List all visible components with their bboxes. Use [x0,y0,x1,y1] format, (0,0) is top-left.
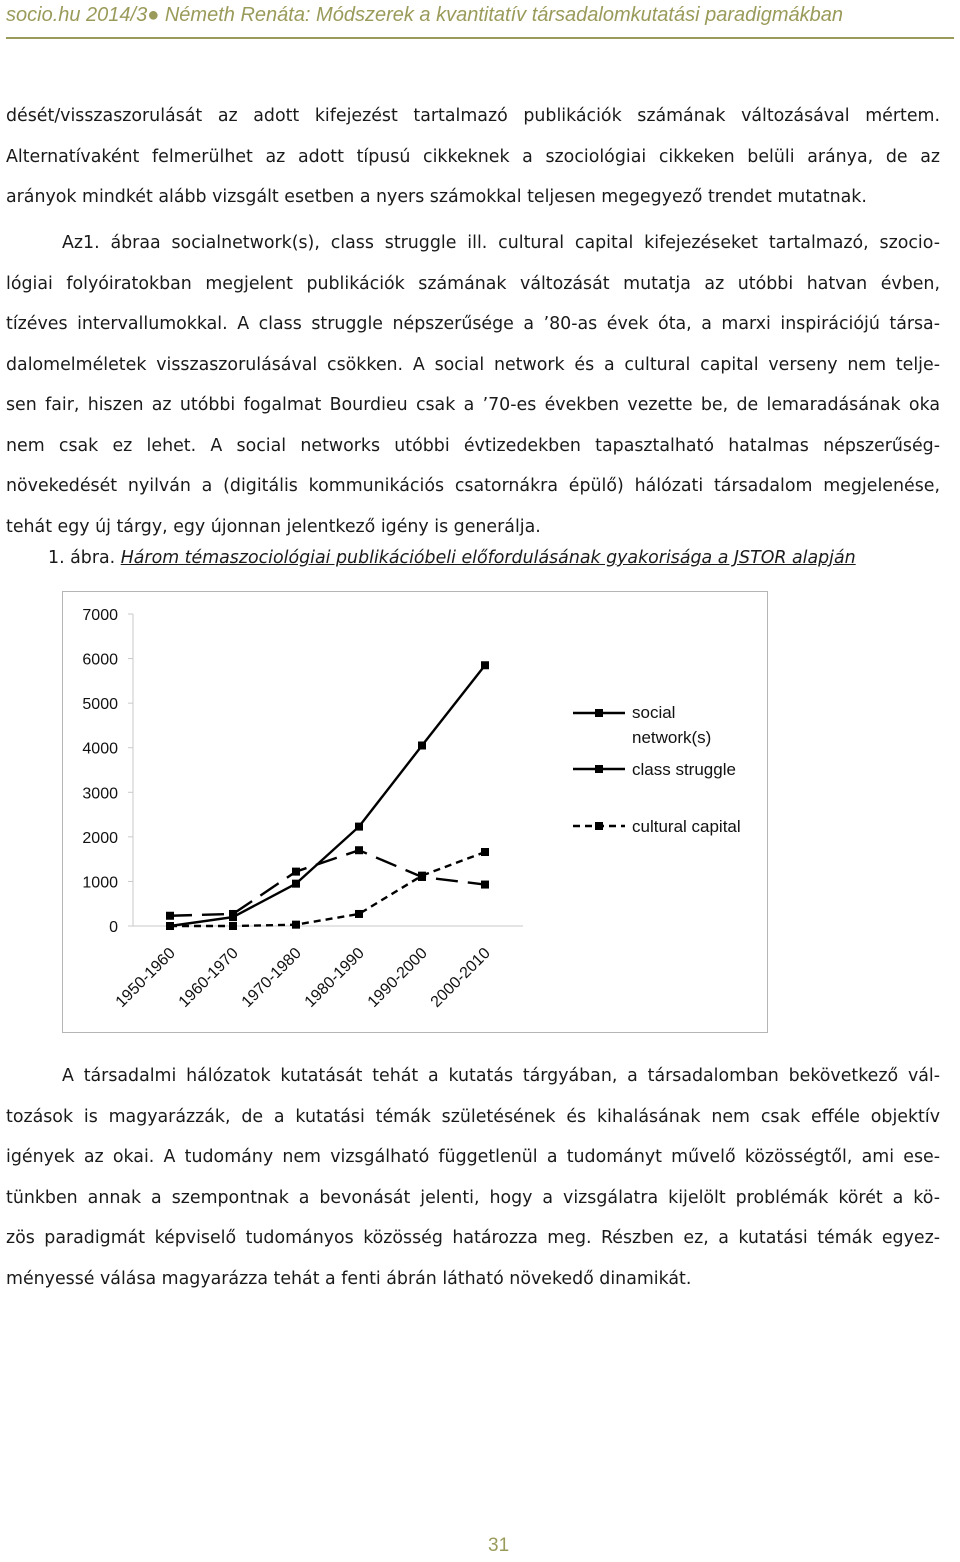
y-tick-label: 1000 [82,874,118,892]
x-tick-label: 1980-1990 [301,944,368,1011]
series-3-point [481,848,489,856]
y-tick-label: 7000 [82,607,118,624]
header-rule [6,37,954,39]
series-1-point [481,661,489,669]
y-tick-label: 5000 [82,696,118,714]
series-2-point [229,910,237,918]
paragraph-2-line: lógiai folyóiratokban megjelent publikációk számának változását mutatja az utóbbi hatvan évben, [6,273,940,294]
y-tick-label: 2000 [82,829,118,847]
chart-frame [62,591,768,1033]
y-tick-label: 0 [109,919,118,936]
running-header: socio.hu 2014/3● Németh Renáta: Módszerek a kvantitatív társadalomkutatási paradigmákban [6,4,843,26]
series-3-point [355,910,363,918]
legend-marker-2 [595,765,603,773]
paragraph-2-line: dalomelméletek visszaszorulásával csökken. A social network és a cultural capital verseny nem telje- [6,354,940,375]
series-1-point [292,880,300,888]
series-2-point [481,881,489,889]
paragraph-2-line: növekedését nyilván a (digitális kommunikációs csatornákra épülő) hálózati társadalom megjelenése, [6,476,940,496]
series-line-2 [170,850,485,916]
figure-number: 1. ábra. [48,548,116,568]
y-tick-label: 3000 [82,785,118,803]
series-2-point [166,912,174,920]
legend-label: class struggle [632,760,736,779]
x-tick-label: 1970-1980 [238,944,305,1011]
paragraph-1-line: Alternatívaként felmerülhet az adott típusú cikkeknek a szociológiai cikkeken belüli aránya, de az [6,146,940,167]
paragraph-3 [6,1056,940,1299]
paragraph-3-line: tünkben annak a szempontnak a bevonását jelenti, hogy a vizsgálatra kijelölt problémák körét a kö- [6,1187,940,1208]
series-3-point [166,922,174,930]
paragraph-2-line: tízéves intervallumokkal. A class struggle népszerűsége a ’80-as évek óta, a marxi inspirációjú társa- [6,314,940,334]
series-line-1 [170,665,485,926]
x-tick-label: 1960-1970 [175,944,242,1011]
paragraph-2-line: Az1. ábraa socialnetwork(s), class struggle ill. cultural capital kifejezéseket tartalmazó, szocio- [62,233,940,253]
series-3-point [292,921,300,929]
legend-marker-1 [595,709,603,717]
paragraph-2-line: tehát egy új tárgy, egy újonnan jelentkező igény is generálja. [6,516,541,537]
paragraph-3-line: zös paradigmát képviselő tudományos közösség határozza meg. Részben ez, a kutatási témák egyez- [6,1228,940,1248]
chart-axes [82,607,523,1011]
paragraph-1-line: arányok mindkét alább vizsgált esetben a nyers számokkal teljesen megegyező trendet mutatnak. [6,187,867,207]
series-3-point [229,922,237,930]
y-tick-label: 4000 [82,740,118,758]
line-chart [63,592,767,1032]
paragraph-2-line: sen fair, hiszen az utóbbi fogalmat Bourdieu csak a ’70-es években vezette be, de lemaradásának oka [6,395,940,415]
legend-label: network(s) [632,728,712,747]
series-1-point [355,823,363,831]
paragraph-3-line: igények az okai. A tudomány nem vizsgálható függetlenül a tudományt művelő közösségtől, ami ese- [6,1147,940,1167]
series-3-point [418,872,426,880]
x-tick-label: 1950-1960 [112,944,179,1011]
page-number: 31 [488,1535,510,1556]
series-2-point [292,868,300,876]
legend-label: social [632,703,676,722]
chart-legend [573,703,741,836]
figure-title: Három témaszociológiai publikációbeli előfordulásának gyakorisága a JSTOR alapján [120,548,856,568]
x-tick-label: 1990-2000 [364,944,431,1011]
figure-caption [48,548,856,568]
chart-series [166,661,489,930]
paragraph-3-line: A társadalmi hálózatok kutatását tehát a kutatás tárgyában, a társadalomban bekövetkező vál- [62,1066,940,1086]
paragraph-1 [6,96,940,218]
y-tick-label: 6000 [82,651,118,669]
paragraph-1-line: dését/visszaszorulását az adott kifejezést tartalmazó publikációk számának változásával mértem. [6,106,940,126]
x-tick-label: 2000-2010 [427,944,494,1011]
legend-marker-3 [595,822,603,830]
paragraph-2 [6,223,940,547]
paragraph-3-line: tozások is magyarázzák, de a kutatási témák születésének és kihalásának nem csak efféle objektív [6,1106,940,1127]
paragraph-3-line: ményessé válása magyarázza tehát a fenti ábrán látható növekedő dinamikát. [6,1268,692,1289]
series-1-point [418,741,426,749]
legend-label: cultural capital [632,817,741,836]
paragraph-2-line: nem csak ez lehet. A social networks utóbbi évtizedekben tapasztalható hatalmas népszerűség- [6,435,940,456]
series-2-point [355,846,363,854]
